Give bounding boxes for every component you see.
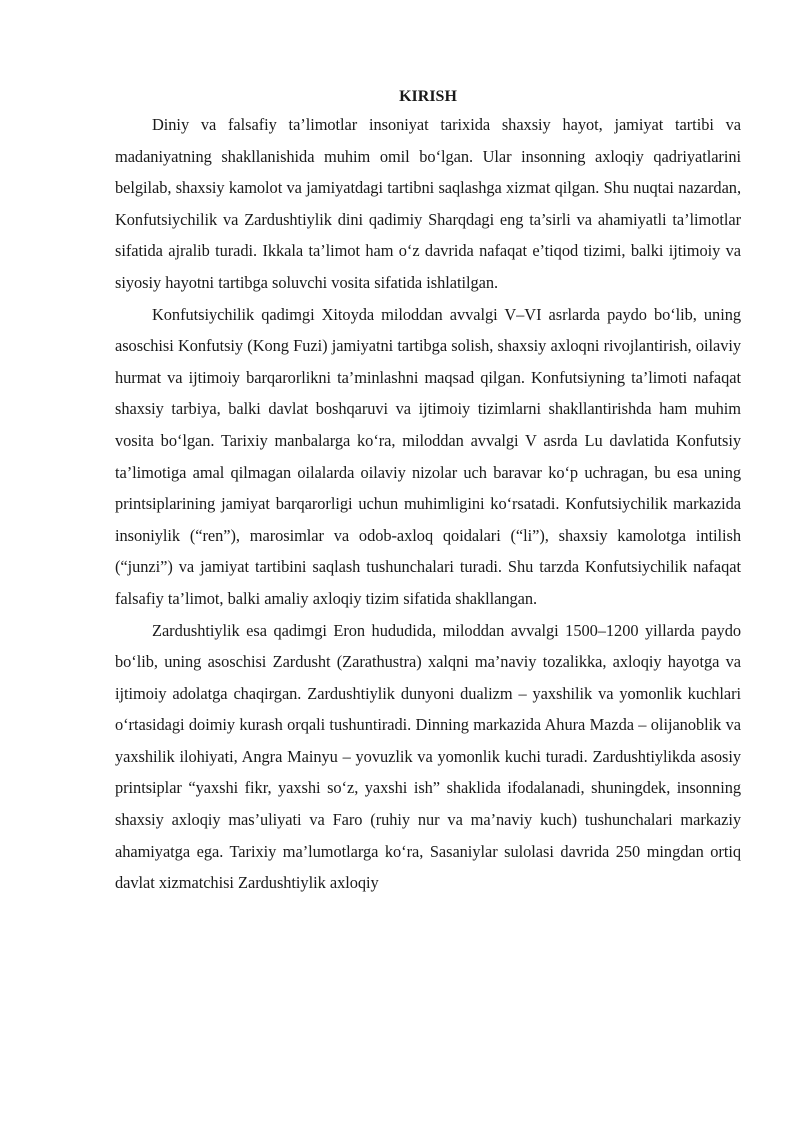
paragraph-zoroastrianism: Zardushtiylik esa qadimgi Eron hududida, miloddan avvalgi 1500–1200 yillarda paydo bo‘lib, uning asoschisi Zardusht (Zarathustra) xalqni ma’naviy tozalikka, axloqiy hayotga va ijtimoiy adolatga chaqirgan. Zardushtiylik dunyoni dualizm – yaxshilik va yomonlik kuchlari o‘rtasidagi doimiy kurash orqali tushuntiradi. Dinning markazida Ahura Mazda – olijanoblik va yaxshilik ilohiyati, Angra Mainyu – yovuzlik va yomonlik kuchi turadi. Zardushtiylikda asosiy printsiplar “yaxshi fikr, yaxshi so‘z, yaxshi ish” shaklida ifodalanadi, shuningdek, insonning shaxsiy axloqiy mas’uliyati va Faro (ruhiy nur va ma’naviy kuch) tushunchalari markaziy ahamiyatga ega. Tarixiy ma’lumotlarga ko‘ra, Sasaniylar sulolasi davrida 250 mingdan ortiq davlat xizmatchisi Zardushtiylik axloqiy [115,620,741,893]
document-body [115,86,741,899]
page-title: KIRISH [399,88,457,105]
paragraph-confucianism: Konfutsiychilik qadimgi Xitoyda miloddan avvalgi V–VI asrlarda paydo bo‘lib, uning asoschisi Konfutsiy (Kong Fuzi) jamiyatni tartibga solish, shaxsiy axloqni rivojlantirish, oilaviy hurmat va ijtimoiy barqarorlikni ta’minlashni maqsad qilgan. Konfutsiyning ta’limoti nafaqat shaxsiy tarbiya, balki davlat boshqaruvi va ijtimoiy tizimlarni shakllantirishda ham muhim vosita bo‘lgan. Tarixiy manbalarga ko‘ra, miloddan avvalgi V asrda Lu davlatida Konfutsiy ta’limotiga amal qilmagan oilalarda oilaviy nizolar uch baravar ko‘p uchragan, bu esa uning printsiplarining jamiyat barqarorligi uchun muhimligini ko‘rsatadi. Konfutsiychilik markazida insoniylik (“ren”), marosimlar va odob-axloq qoidalari (“li”), shaxsiy kamolotga intilish (“junzi”) va jamiyat tartibini saqlash tushunchalari turadi. Shu tarzda Konfutsiychilik nafaqat falsafiy ta’limot, balki amaliy axloqiy tizim sifatida shakllangan. [115,304,741,608]
paragraph-intro: Diniy va falsafiy ta’limotlar insoniyat tarixida shaxsiy hayot, jamiyat tartibi va madaniyatning shakllanishida muhim omil bo‘lgan. Ular insonning axloqiy qadriyatlarini belgilab, shaxsiy kamolot va jamiyatdagi tartibni saqlashga xizmat qilgan. Shu nuqtai nazardan, Konfutsiychilik va Zardushtiylik dini qadimiy Sharqdagi eng ta’sirli va ahamiyatli ta’limotlar sifatida ajralib turadi. Ikkala ta’limot ham o‘z davrida nafaqat e’tiqod tizimi, balki ijtimoiy va siyosiy hayotni tartibga soluvchi vosita sifatida ishlatilgan. [115,115,741,292]
